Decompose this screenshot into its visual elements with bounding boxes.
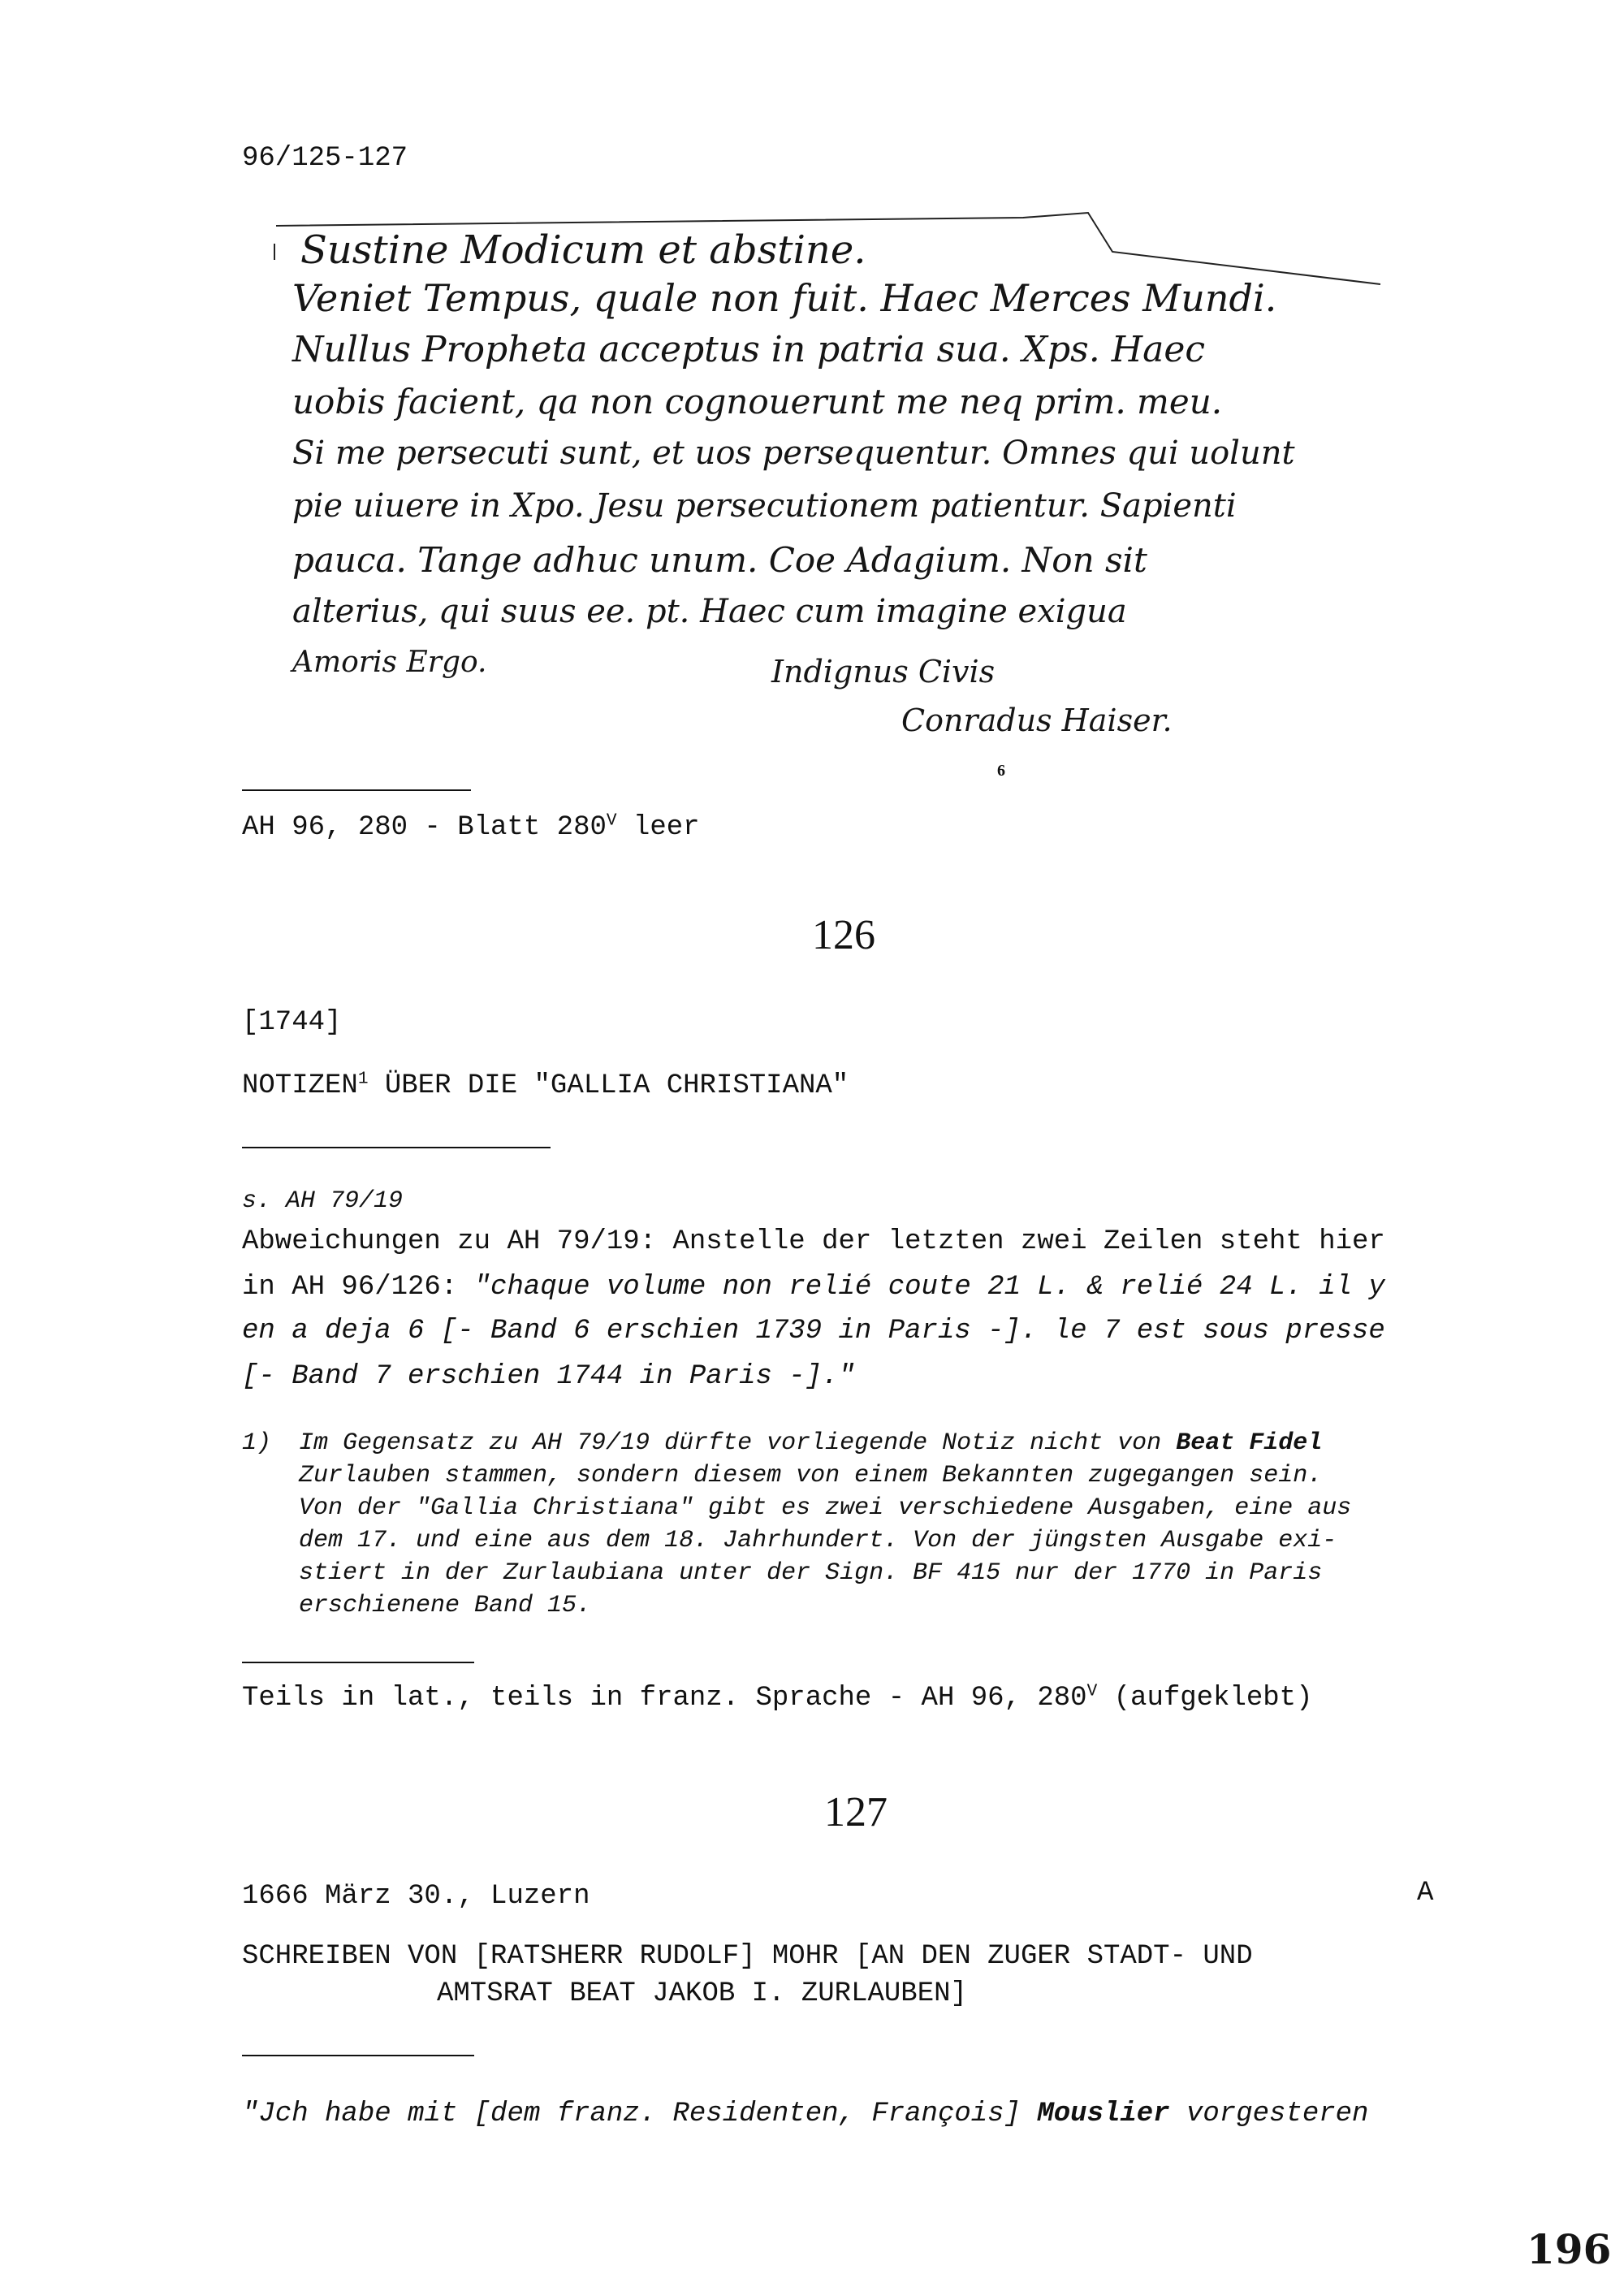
document-reference: 96/125-127 xyxy=(242,143,408,174)
footnote-line: Zurlauben stammen, sondern diesem von einem Bekannten zugegangen sein. xyxy=(299,1462,1323,1489)
entry-title-126 xyxy=(242,1070,849,1101)
entry-title-127: SCHREIBEN VON [RATSHERR RUDOLF] MOHR [AN DEN ZUGER STADT- UND xyxy=(242,1941,1253,1972)
entry-title-rest: ÜBER DIE "GALLIA CHRISTIANA" xyxy=(368,1070,849,1101)
manuscript-signature: Conradus Haiser. xyxy=(901,703,1173,738)
entry-number-127: 127 xyxy=(824,1789,888,1835)
section-rule xyxy=(242,1662,474,1663)
manuscript-signature-line: Indignus Civis xyxy=(771,654,996,690)
body-line: Abweichungen zu AH 79/19: Anstelle der letzten zwei Zeilen steht hier xyxy=(242,1226,1385,1257)
source-note-suffix: (aufgeklebt) xyxy=(1097,1683,1313,1714)
entry-date-127: 1666 März 30., Luzern xyxy=(242,1881,590,1912)
source-note-text: AH 96, 280 - Blatt 280 xyxy=(242,812,607,843)
quote-text-end: vorgesteren xyxy=(1169,2099,1369,2129)
manuscript-line: alterius, qui suus ee. pt. Haec cum imagine exigua xyxy=(292,593,1127,630)
footnote-line xyxy=(299,1429,1322,1457)
footnote-line: stiert in der Zurlaubiana unter der Sign. BF 415 nur der 1770 in Paris xyxy=(299,1559,1323,1587)
entry-number-126: 126 xyxy=(812,912,875,958)
body-text: in AH 96/126: xyxy=(242,1272,474,1303)
footnote-line: erschienene Band 15. xyxy=(299,1592,592,1619)
manuscript-line: Amoris Ergo. xyxy=(292,646,487,679)
manuscript-footnote-mark: 6 xyxy=(997,762,1005,780)
footnote-text: Im Gegensatz zu AH 79/19 dürfte vorliegende Notiz nicht von xyxy=(299,1429,1177,1457)
body-quote: "chaque volume non relié coute 21 L. & relié 24 L. il y xyxy=(473,1272,1385,1303)
source-note-sup: V xyxy=(1086,1681,1098,1701)
footnote-number: 1) xyxy=(242,1429,272,1457)
footnote-line: dem 17. und eine aus dem 18. Jahrhundert. Von der jüngsten Ausgabe exi- xyxy=(299,1527,1337,1554)
footnote-name: Beat Fidel xyxy=(1176,1429,1323,1457)
manuscript-line: Veniet Tempus, quale non fuit. Haec Merces Mundi. xyxy=(292,276,1277,320)
manuscript-line: uobis facient, qa non cognouerunt me neq prim. meu. xyxy=(292,382,1223,422)
source-note-126 xyxy=(242,1683,1312,1714)
manuscript-line: Sustine Modicum et abstine. xyxy=(300,227,866,273)
source-note-suffix: leer xyxy=(616,812,700,843)
source-note-sup: V xyxy=(606,811,617,831)
cross-reference: s. AH 79/19 xyxy=(242,1187,404,1215)
entry-date-126: [1744] xyxy=(242,1007,342,1038)
section-rule xyxy=(242,2055,474,2056)
quote-text: "Jch habe mit [dem franz. Residenten, François] xyxy=(242,2099,1038,2129)
section-rule xyxy=(242,1147,551,1148)
body-line xyxy=(242,1272,1385,1303)
body-line: en a deja 6 [- Band 6 erschien 1739 in Paris -]. le 7 est sous presse xyxy=(242,1316,1385,1347)
quote-name: Mouslier xyxy=(1037,2099,1170,2129)
manuscript-line: pie uiuere in Xpo. Jesu persecutionem patientur. Sapienti xyxy=(292,487,1237,525)
entry-title-127-cont: AMTSRAT BEAT JAKOB I. ZURLAUBEN] xyxy=(437,1978,967,2009)
source-note-125 xyxy=(242,812,700,843)
manuscript-line: pauca. Tange adhuc unum. Coe Adagium. Non sit xyxy=(292,540,1147,580)
footnote-line: Von der "Gallia Christiana" gibt es zwei verschiedene Ausgaben, eine aus xyxy=(299,1494,1352,1522)
manuscript-line: Nullus Propheta acceptus in patria sua. Xps. Haec xyxy=(292,329,1206,370)
source-note-text: Teils in lat., teils in franz. Sprache - AH 96, 280 xyxy=(242,1683,1087,1714)
manuscript-image xyxy=(268,203,1389,780)
page-number: 196 xyxy=(1527,2225,1612,2273)
quote-line xyxy=(242,2099,1368,2129)
entry-letter: A xyxy=(1417,1878,1434,1909)
entry-title-text: NOTIZEN xyxy=(242,1070,358,1101)
manuscript-line: Si me persecuti sunt, et uos persequentur. Omnes qui uolunt xyxy=(292,434,1295,472)
body-line: [- Band 7 erschien 1744 in Paris -]." xyxy=(242,1361,855,1392)
section-rule xyxy=(242,789,471,791)
footnote-ref: 1 xyxy=(357,1069,369,1089)
